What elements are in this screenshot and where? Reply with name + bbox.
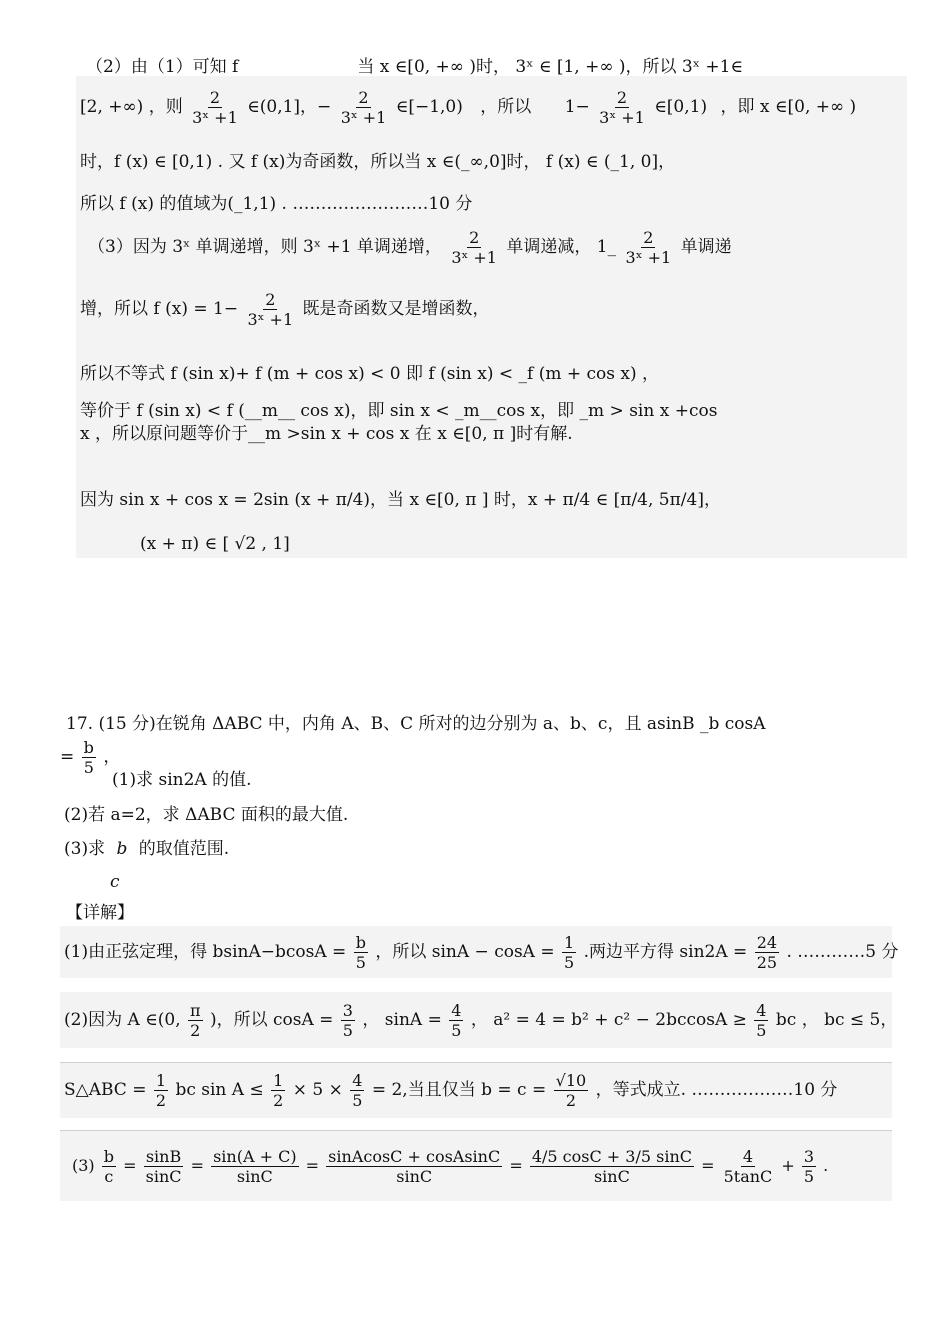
text: )，所以 cosA =	[209, 1010, 334, 1030]
text-line	[64, 997, 897, 1043]
text: =	[123, 1156, 137, 1175]
fraction: $\frac{4}{5}$	[451, 1001, 462, 1040]
text-line	[80, 488, 721, 512]
text: . …………5 分	[786, 942, 899, 962]
fraction: $\frac{4}{5}$	[756, 1001, 767, 1040]
text: 既是奇函数又是增函数，	[302, 299, 490, 319]
text: (x) = 1−	[165, 299, 239, 319]
text: 的取值范围.	[138, 839, 230, 859]
text: 单调递	[680, 237, 732, 257]
fraction: $\frac{2}{\text{3ˣ +1}}$	[247, 290, 294, 329]
fraction: $\frac{1}{2}$	[273, 1071, 284, 1110]
fraction: $\frac{\sin B}{\sin C}$	[145, 1147, 182, 1186]
text-line	[80, 88, 856, 127]
text: 单调递减， 1_	[506, 237, 617, 257]
text-line	[64, 1067, 837, 1113]
fraction: $\frac{2}{\text{3ˣ +1}}$	[451, 228, 497, 267]
text: ∈[0,1)	[654, 97, 708, 117]
text: ， a² = 4 = b² + c² − 2bccosA ≥	[470, 1010, 747, 1030]
text: b	[116, 839, 128, 859]
text: .两边平方得 sin2A =	[583, 942, 748, 962]
fraction: $\frac{4}{5\tan C}$	[723, 1147, 773, 1186]
text-line: c	[110, 872, 120, 892]
text-line	[80, 290, 490, 329]
text: ， sinA =	[362, 1010, 442, 1030]
text: =	[509, 1156, 523, 1175]
text: .	[823, 1156, 829, 1175]
text: (2)因为 A ∈(0,	[64, 1010, 181, 1030]
fraction: $\frac{b}{5}$	[355, 933, 366, 972]
text-line: 等价于 f (sin x) < f (__m__ cos x)，即 sin x < _m__cos x，即 _m > sin x +cos	[80, 401, 718, 421]
text: ，等式成立. ………………10 分	[595, 1080, 838, 1100]
text: =	[190, 1156, 204, 1175]
text-line: 所以 f (x) 的值域为(_1,1) . ……………………10 分	[80, 194, 473, 214]
text: ，	[103, 747, 121, 767]
text-line: 时，f (x) ∈ [0,1) . 又 f (x)为奇函数，所以当 x ∈(_∞,0]时， f (x) ∈ (_1, 0]，	[80, 152, 676, 172]
text: × 5 ×	[292, 1080, 343, 1100]
text: ，所以	[480, 97, 532, 117]
fraction: $\frac{3}{5}$	[342, 1001, 353, 1040]
text: （3）因为 3ˣ 单调递增，则 3ˣ +1 单调递增，	[88, 237, 442, 257]
text-line: （2）由（1）可知 f 当 x ∈[0, +∞ )时， 3ˣ ∈ [1, +∞ )，所以 3ˣ +1∈	[86, 57, 743, 77]
fraction: $\frac{2}{\text{3ˣ +1}}$	[599, 88, 645, 127]
fraction: $\frac{2}{\text{3ˣ +1}}$	[625, 228, 672, 267]
fraction: $\frac{\text{sinAcosC + cosAsinC}}{\sin C}$	[328, 1147, 501, 1186]
text-line	[72, 1138, 828, 1194]
fraction: $\frac{b}{5}$	[83, 738, 94, 777]
fraction: $\frac{24}{25}$	[756, 933, 778, 972]
fraction: $\frac{2}{\text{3ˣ +1}}$	[192, 88, 238, 127]
text-line	[88, 228, 732, 267]
text: bc sin A ≤	[175, 1080, 264, 1100]
text: ，即 x ∈[0, +∞ )	[720, 97, 857, 117]
text: ∈[−1,0)	[395, 97, 463, 117]
text: bc ， bc ≤ 5，	[775, 1010, 898, 1030]
fraction: $\frac{4/5 \cos C + 3/5 \sin C}{\sin C}$	[531, 1147, 692, 1186]
fraction: $\frac{\pi}{2}$	[190, 1001, 201, 1040]
fraction: $\frac{4}{5}$	[352, 1071, 363, 1110]
text: (3)求	[64, 839, 106, 859]
text: =	[701, 1156, 715, 1175]
fraction: $\frac{2}{\text{3ˣ +1}}$	[340, 88, 387, 127]
fraction: $\frac{\sin(A + C)}{\sin C}$	[213, 1147, 297, 1186]
detail-heading: 【详解】	[66, 903, 134, 923]
text-line	[64, 930, 898, 974]
text-line-cut: (x + π) ∈ [ √2 , 1]	[140, 534, 290, 554]
text: =	[305, 1156, 320, 1175]
text-line: (1)求 sin2A 的值.	[112, 770, 252, 790]
text: ∈(0,1]，−	[247, 97, 332, 117]
text: (x + π/4)，当 x ∈[0, π ] 时，x + π/4 ∈ [π/4, 5π/4]，	[294, 490, 721, 510]
text: S△ABC =	[64, 1080, 147, 1100]
text-line: x ，所以原问题等价于__m >sin x + cos x 在 x ∈[0, π ]时有解.	[80, 424, 573, 444]
text-line	[64, 837, 229, 861]
text: (3)	[72, 1156, 95, 1175]
fraction: $\frac{1}{2}$	[155, 1071, 167, 1110]
text: = 2,当且仅当 b = c =	[371, 1080, 547, 1100]
text: [2, +∞) ，则	[80, 97, 183, 117]
text: (1)由正弦定理，得 bsinA−bcosA =	[64, 942, 347, 962]
text-line: (2)若 a=2，求 ΔABC 面积的最大值.	[64, 805, 349, 825]
text: 因为 sin x + cos x = 2sin	[80, 490, 290, 510]
text: 1−	[564, 97, 590, 117]
fraction: $\frac{3}{5}$	[803, 1147, 815, 1186]
text-line: 所以不等式 f (sin x)+ f (m + cos x) < 0 即 f (sin x) < _f (m + cos x) ，	[80, 364, 660, 384]
text: =	[60, 747, 75, 767]
fraction: $\frac{1}{5}$	[564, 933, 575, 972]
question-17-line: 17. (15 分)在锐角 ΔABC 中，内角 A、B、C 所对的边分别为 a、b、c，且 asinB _b cosA	[66, 714, 766, 734]
text: ，所以 sinA − cosA =	[375, 942, 555, 962]
fraction: $\frac{b}{c}$	[103, 1147, 115, 1186]
text: 增，所以 f	[80, 299, 160, 319]
fraction: $\frac{√10}{2}$	[555, 1071, 587, 1110]
text: +	[781, 1156, 795, 1175]
